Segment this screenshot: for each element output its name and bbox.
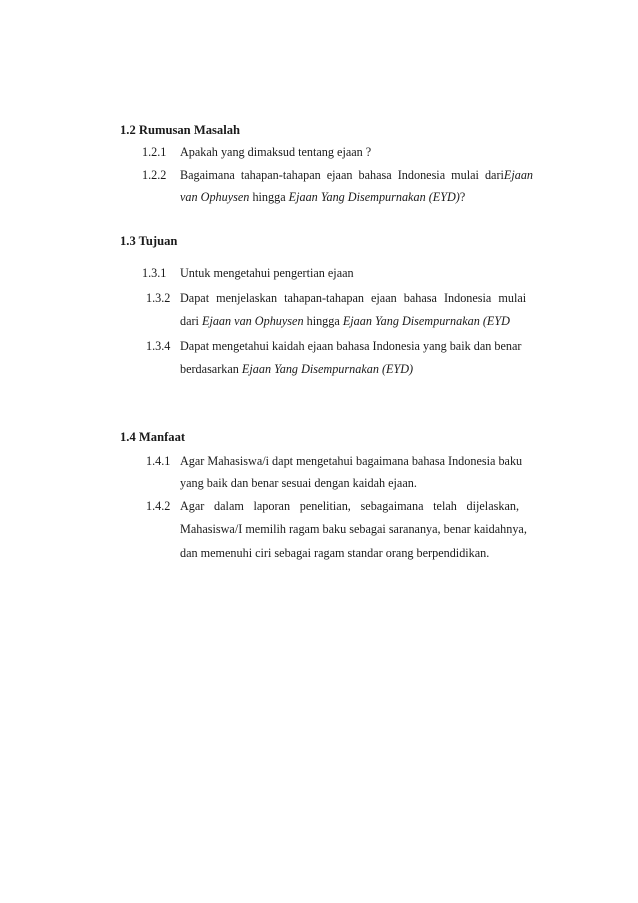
item-text-1-2-2-plain: Bagaimana tahapan-tahapan ejaan bahasa Indonesia mulai dari bbox=[180, 168, 504, 182]
item-text-1-3-2-line1: Dapat menjelaskan tahapan-tahapan ejaan bahasa Indonesia mulai bbox=[180, 291, 527, 305]
item-number-1-3-4: 1.3.4 bbox=[146, 339, 171, 353]
item-number-1-4-1: 1.4.1 bbox=[146, 454, 171, 468]
section-heading-tujuan: 1.3 Tujuan bbox=[120, 234, 178, 248]
item-text-1-4-2-line2: Mahasiswa/I memilih ragam baku sebagai sarananya, benar kaidahnya, bbox=[180, 522, 527, 536]
item-number-1-2-1: 1.2.1 bbox=[142, 145, 167, 159]
section-heading-manfaat: 1.4 Manfaat bbox=[120, 430, 186, 444]
item-number-1-4-2: 1.4.2 bbox=[146, 499, 171, 513]
section-heading-rumusan-masalah: 1.2 Rumusan Masalah bbox=[120, 123, 241, 137]
item-text-1-3-2-line2 bbox=[180, 313, 510, 329]
item-text-1-2-1: Apakah yang dimaksud tentang ejaan ? bbox=[180, 145, 372, 159]
term-eyd: Ejaan Yang Disempurnakan (EYD) bbox=[241, 362, 414, 376]
item-text-1-4-2-line1: Agar dalam laporan penelitian, sebagaimana telah dijelaskan, bbox=[180, 499, 519, 513]
item-text-1-3-4-line1: Dapat mengetahui kaidah ejaan bahasa Indonesia yang baik dan benar bbox=[180, 339, 522, 353]
item-text-1-4-2-line3: dan memenuhi ciri sebagai ragam standar orang berpendidikan. bbox=[180, 546, 490, 560]
item-text-1-4-1-line2: yang baik dan benar sesuai dengan kaidah ejaan. bbox=[180, 476, 417, 490]
item-text-1-3-4-line2 bbox=[180, 361, 413, 377]
term-eyd: Ejaan Yang Disempurnakan (EYD) bbox=[288, 190, 460, 204]
item-text-1-2-2-line2 bbox=[180, 189, 465, 205]
item-number-1-3-2: 1.3.2 bbox=[146, 291, 171, 305]
term-ejaan-van-ophuysen: Ejaan van Ophuysen bbox=[202, 314, 304, 328]
text-berdasarkan: berdasarkan bbox=[180, 362, 239, 376]
question-mark: ? bbox=[459, 190, 466, 204]
item-text-1-3-1: Untuk mengetahui pengertian ejaan bbox=[180, 266, 354, 280]
item-number-1-3-1: 1.3.1 bbox=[142, 266, 167, 280]
text-dari: dari bbox=[180, 314, 199, 328]
text-hingga: hingga bbox=[252, 190, 286, 204]
item-text-1-2-2-italic: Ejaan bbox=[503, 168, 534, 182]
term-eyd: Ejaan Yang Disempurnakan (EYD bbox=[342, 314, 510, 328]
item-number-1-2-2: 1.2.2 bbox=[142, 168, 167, 182]
text-hingga: hingga bbox=[306, 314, 340, 328]
item-text-1-2-2-line1 bbox=[180, 167, 534, 183]
term-van-ophuysen: van Ophuysen bbox=[180, 190, 250, 204]
item-text-1-4-1-line1: Agar Mahasiswa/i dapt mengetahui bagaimana bahasa Indonesia baku bbox=[180, 454, 523, 468]
